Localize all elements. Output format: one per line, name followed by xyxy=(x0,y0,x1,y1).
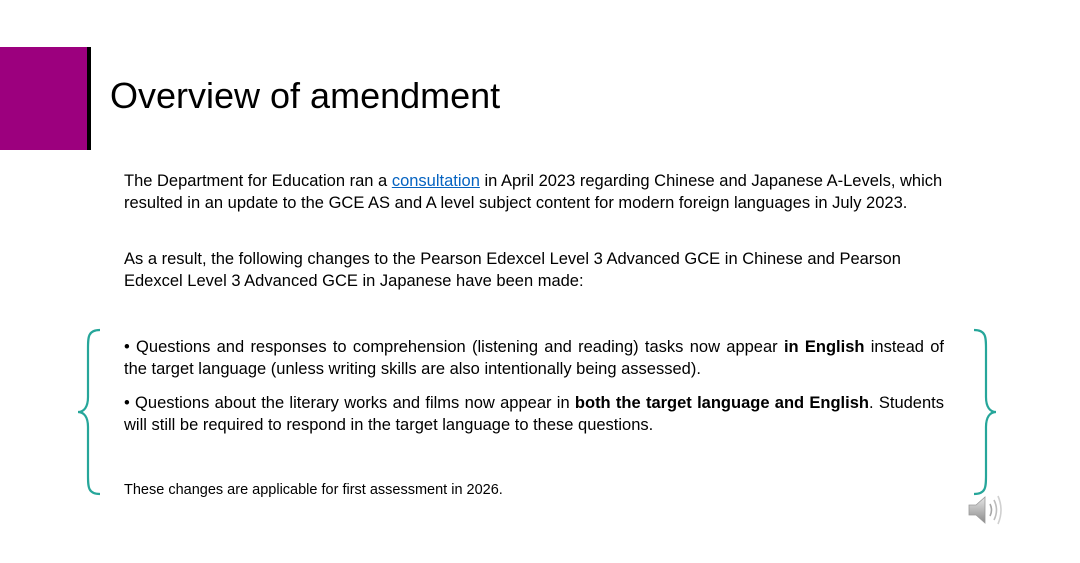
bullet-text-start: Questions and responses to comprehension (listening and reading) tasks now appear xyxy=(129,338,784,356)
bullet-item xyxy=(124,336,944,380)
right-brace xyxy=(970,327,1000,497)
speaker-icon[interactable] xyxy=(966,493,1004,527)
bullet-bold-text: in English xyxy=(783,338,865,356)
bullet-item xyxy=(124,392,944,436)
bullet-text-end: . Students will still be required to respond in the target language to these questions. xyxy=(124,394,944,434)
slide-title: Overview of amendment xyxy=(110,75,501,116)
bullet-text-start: Questions about the literary works and films now appear in xyxy=(129,394,575,412)
intro-paragraph xyxy=(124,170,944,214)
bullet-marker: • xyxy=(124,338,130,356)
bullet-text-end: instead of the target language (unless writing skills are also intentionally being assessed). xyxy=(124,338,944,378)
bullet-marker: • xyxy=(124,394,130,412)
assessment-note: These changes are applicable for first assessment in 2026. xyxy=(124,482,503,498)
accent-block xyxy=(0,47,87,150)
bullet-bold-text: both the target language and English xyxy=(574,394,869,412)
result-paragraph: As a result, the following changes to the Pearson Edexcel Level 3 Advanced GCE in Chinese and Pearson Edexcel Level 3 Advanced GCE in Japanese have been made: xyxy=(124,250,901,290)
intro-text-start: The Department for Education ran a xyxy=(124,172,392,190)
intro-text-end: in April 2023 regarding Chinese and Japanese A-Levels, which resulted in an update to the GCE AS and A level subject content for modern foreign languages in July 2023. xyxy=(124,172,943,212)
accent-divider xyxy=(87,47,91,150)
consultation-link[interactable]: consultation xyxy=(391,172,480,190)
left-brace xyxy=(74,327,104,497)
